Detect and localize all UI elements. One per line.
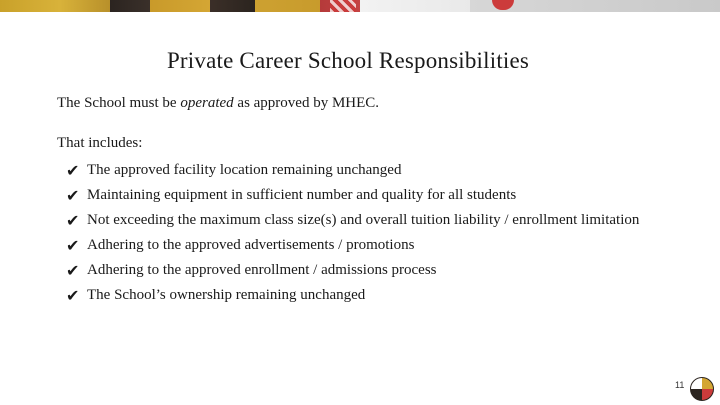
- list-item-text: Adhering to the approved advertisements / promotions: [87, 237, 415, 253]
- banner-cross-pattern: [330, 0, 356, 12]
- intro-text: [57, 94, 379, 112]
- header-banner: [0, 0, 720, 12]
- slide-title-text: Private Career School Responsibilities: [166, 48, 530, 73]
- maryland-flag-logo-icon: [690, 377, 714, 401]
- page-number: 11: [675, 380, 685, 390]
- list-item: [66, 211, 666, 230]
- slide-title: [0, 48, 720, 74]
- checkmark-icon: ✔: [66, 286, 80, 305]
- checkmark-icon: ✔: [66, 211, 80, 230]
- list-item-text: Adhering to the approved enrollment / admissions process: [87, 262, 437, 278]
- checkmark-icon: ✔: [66, 236, 80, 255]
- list-item-text: Maintaining equipment in sufficient number and quality for all students: [87, 187, 517, 203]
- list-item: [66, 186, 666, 205]
- list-item-text: The approved facility location remaining unchanged: [87, 162, 402, 178]
- list-item: [66, 236, 666, 255]
- includes-label: That includes:: [57, 135, 143, 151]
- intro-emphasis: operated: [180, 95, 234, 111]
- intro-suffix: as approved by MHEC.: [233, 95, 380, 111]
- checkmark-icon: ✔: [66, 261, 80, 280]
- checkmark-icon: ✔: [66, 186, 80, 205]
- intro-prefix: The School must be: [57, 95, 181, 111]
- list-item-text: Not exceeding the maximum class size(s) and overall tuition liability / enrollment limitation: [87, 212, 640, 228]
- list-item: [66, 261, 666, 280]
- checkmark-icon: ✔: [66, 161, 80, 180]
- list-item: [66, 286, 666, 305]
- list-item-text: The School’s ownership remaining unchanged: [87, 287, 366, 303]
- responsibility-list: [66, 161, 666, 311]
- list-item: [66, 161, 666, 180]
